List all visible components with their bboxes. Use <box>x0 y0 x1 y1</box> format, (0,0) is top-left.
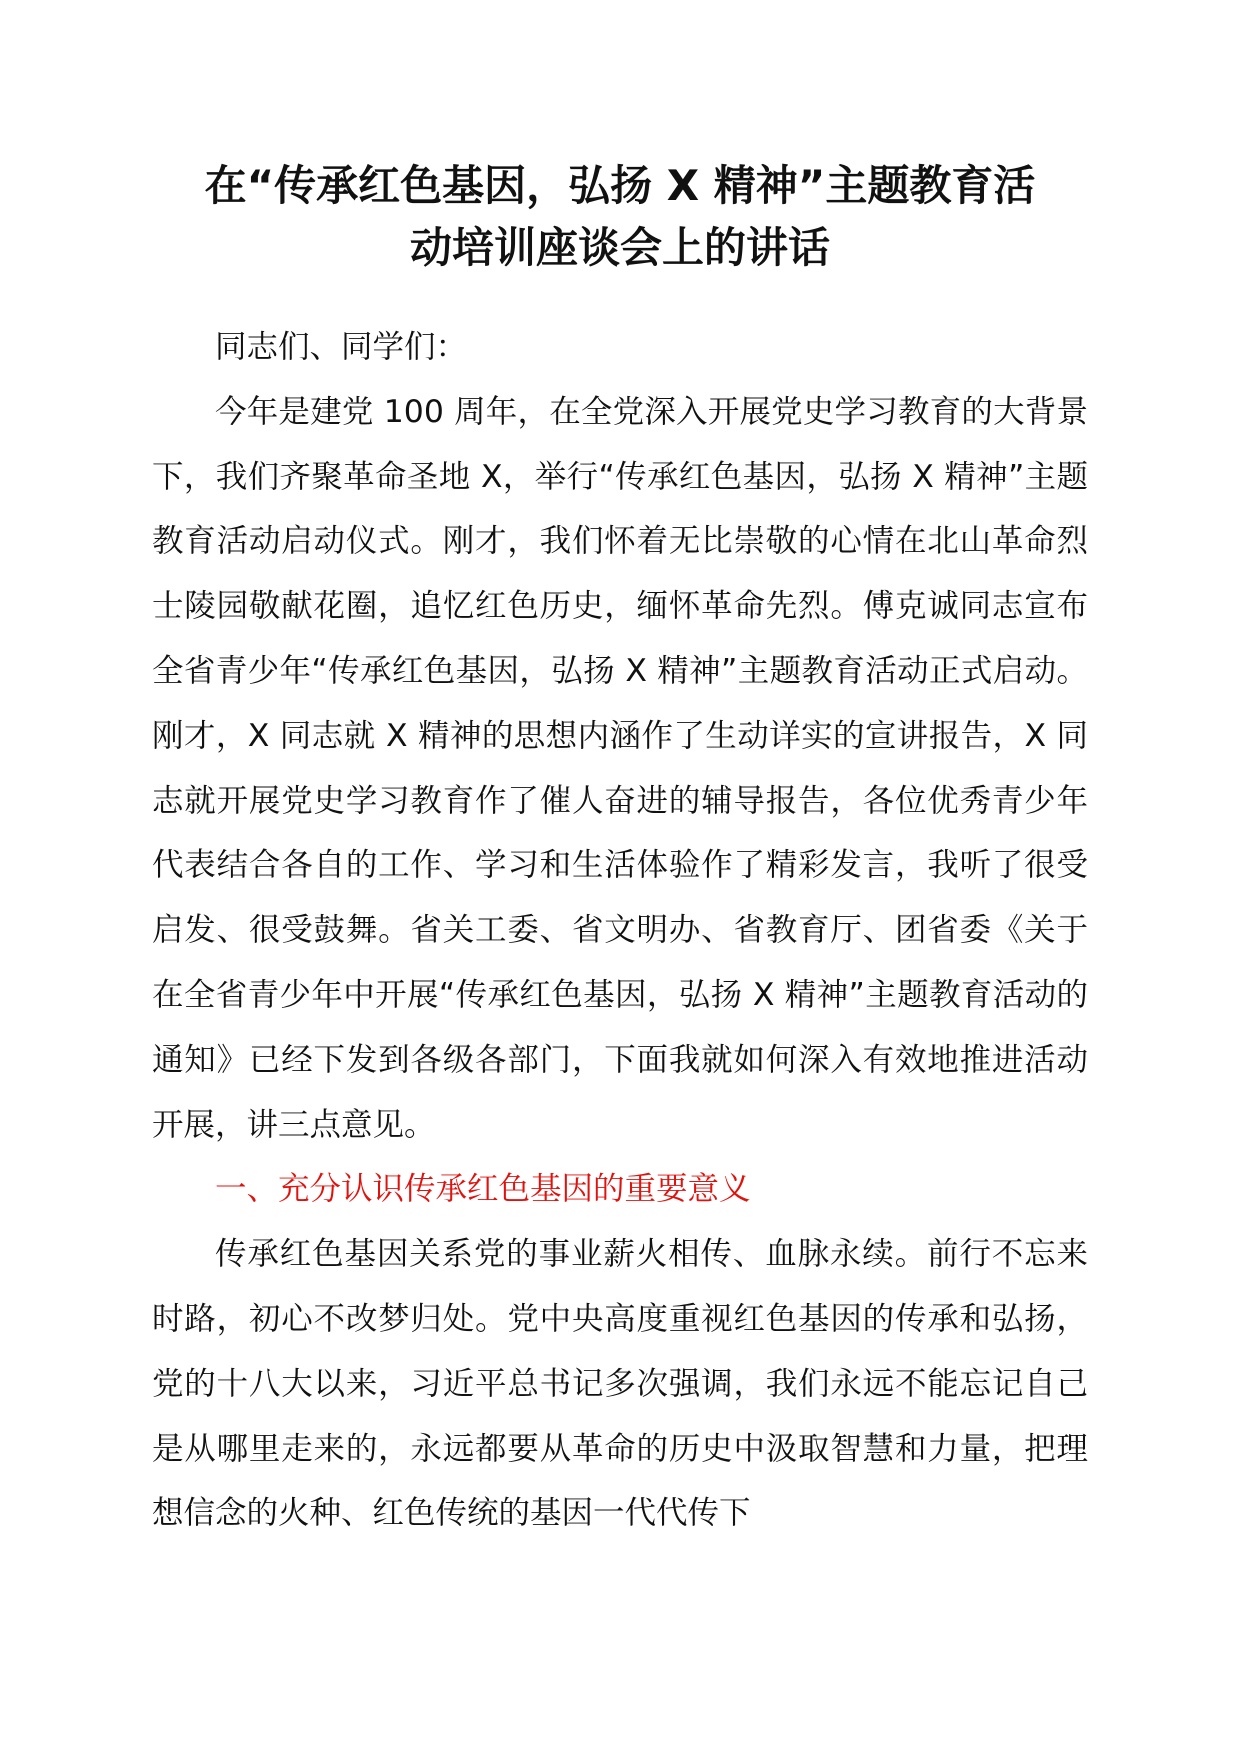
document-body <box>152 315 1088 1546</box>
section-1-heading: 一、充分认识传承红色基因的重要意义 <box>215 1171 751 1208</box>
paragraph-1: 今年是建党 100 周年，在全党深入开展党史学习教育的大背景下，我们齐聚革命圣地 X，举行“传承红色基因，弘扬 X 精神”主题教育活动启动仪式。刚才，我们怀着无比崇敬的心情在北山革命烈士陵园敬献花圈，追忆红色历史，缅怀革命先烈。傅克诚同志宣布全省青少年“传承红色基因，弘扬 X 精神”主题教育活动正式启动。刚才，X 同志就 X 精神的思想内涵作了生动详实的宣讲报告，X 同志就开展党史学习教育作了催人奋进的辅导报告，各位优秀青少年代表结合各自的工作、学习和生活体验作了精彩发言，我听了很受启发、很受鼓舞。省关工委、省文明办、省教育厅、团省委《关于在全省青少年中开展“传承红色基因，弘扬 X 精神”主题教育活动的通知》已经下发到各级各部门，下面我就如何深入有效地推进活动开展，讲三点意见。 <box>152 393 1088 1143</box>
title-line-1: 在“传承红色基因，弘扬 X 精神”主题教育活 <box>204 161 1036 210</box>
document-title <box>150 155 1090 279</box>
paragraph-2: 传承红色基因关系党的事业薪火相传、血脉永续。前行不忘来时路，初心不改梦归处。党中央高度重视红色基因的传承和弘扬，党的十八大以来，习近平总书记多次强调，我们永远不能忘记自己是从哪里走来的，永远都要从革命的历史中汲取智慧和力量，把理想信念的火种、红色传统的基因一代代传下 <box>152 1236 1088 1532</box>
title-line-2: 动培训座谈会上的讲话 <box>409 223 830 272</box>
salutation: 同志们、同学们： <box>215 329 468 365</box>
